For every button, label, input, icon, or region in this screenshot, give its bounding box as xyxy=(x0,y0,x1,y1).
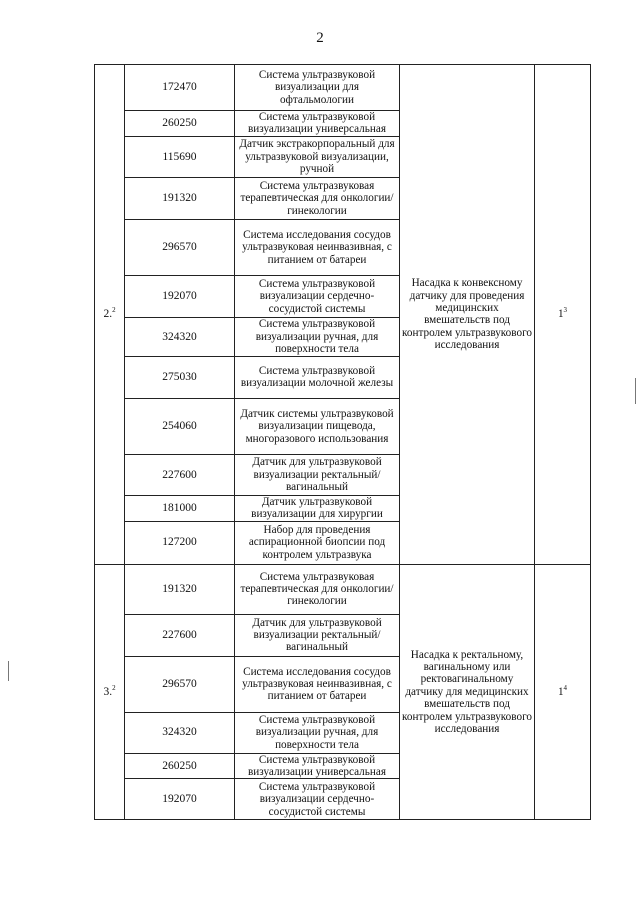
item-number-superscript: 2 xyxy=(112,306,116,315)
device-code: 127200 xyxy=(125,521,235,564)
quantity-value: 1 xyxy=(557,308,564,321)
table-row xyxy=(95,564,591,614)
device-code: 275030 xyxy=(125,356,235,398)
device-code: 260250 xyxy=(125,753,235,779)
device-code: 324320 xyxy=(125,712,235,753)
attachment-description: Насадка к конвексному датчику для проведения медицинских вмешательств под контролем ультразвукового исследования xyxy=(400,65,535,565)
attachment-description: Насадка к ректальному, вагинальному или ректовагинальному датчику для медицинских вмешательств под контролем ультразвукового исследования xyxy=(400,564,535,820)
equipment-table-body xyxy=(95,65,591,820)
device-name: Датчик экстракорпоральный для ультразвуковой визуализации, ручной xyxy=(235,136,400,177)
page-number: 2 xyxy=(316,30,324,46)
quantity-cell xyxy=(535,564,591,820)
device-name: Набор для проведения аспирационной биопсии под контролем ультразвука xyxy=(235,521,400,564)
device-name: Система исследования сосудов ультразвуковая неинвазивная, с питанием от батареи xyxy=(235,219,400,275)
device-name: Система ультразвуковой визуализации универсальная xyxy=(235,753,400,779)
device-name: Система исследования сосудов ультразвуковая неинвазивная, с питанием от батареи xyxy=(235,656,400,712)
device-name: Система ультразвуковой визуализации сердечно-сосудистой системы xyxy=(235,275,400,317)
device-code: 324320 xyxy=(125,317,235,356)
device-code: 227600 xyxy=(125,454,235,495)
device-code: 296570 xyxy=(125,219,235,275)
device-code: 115690 xyxy=(125,136,235,177)
device-name: Система ультразвуковой визуализации ручная, для поверхности тела xyxy=(235,317,400,356)
equipment-table xyxy=(94,64,591,820)
device-name: Система ультразвуковая терапевтическая для онкологии/гинекологии xyxy=(235,564,400,614)
device-code: 181000 xyxy=(125,495,235,521)
device-code: 172470 xyxy=(125,65,235,111)
device-name: Система ультразвуковой визуализации молочной железы xyxy=(235,356,400,398)
device-name: Система ультразвуковой визуализации ручная, для поверхности тела xyxy=(235,712,400,753)
item-number-cell xyxy=(95,65,125,565)
device-name: Датчик для ультразвуковой визуализации ректальный/вагинальный xyxy=(235,614,400,656)
table-row xyxy=(95,65,591,111)
quantity-value: 1 xyxy=(557,685,564,698)
quantity-superscript: 4 xyxy=(563,683,568,692)
item-number-cell xyxy=(95,564,125,820)
device-code: 191320 xyxy=(125,177,235,219)
scan-artifact xyxy=(635,378,636,404)
quantity-cell xyxy=(535,65,591,565)
device-name: Датчик ультразвуковой визуализации для хирургии xyxy=(235,495,400,521)
device-code: 260250 xyxy=(125,111,235,137)
device-code: 227600 xyxy=(125,614,235,656)
quantity-superscript: 3 xyxy=(563,306,568,315)
item-number: 3. xyxy=(103,685,113,698)
device-name: Система ультразвуковой визуализации для офтальмологии xyxy=(235,65,400,111)
device-code: 296570 xyxy=(125,656,235,712)
device-name: Датчик для ультразвуковой визуализации ректальный/вагинальный xyxy=(235,454,400,495)
item-number: 2. xyxy=(103,308,113,321)
device-code: 192070 xyxy=(125,779,235,820)
device-name: Система ультразвуковая терапевтическая для онкологии/гинекологии xyxy=(235,177,400,219)
device-name: Датчик системы ультразвуковой визуализации пищевода, многоразового использования xyxy=(235,398,400,454)
item-number-superscript: 2 xyxy=(112,683,116,692)
device-code: 191320 xyxy=(125,564,235,614)
device-code: 192070 xyxy=(125,275,235,317)
scan-artifact xyxy=(8,661,9,681)
device-name: Система ультразвуковой визуализации сердечно-сосудистой системы xyxy=(235,779,400,820)
device-code: 254060 xyxy=(125,398,235,454)
device-name: Система ультразвуковой визуализации универсальная xyxy=(235,111,400,137)
